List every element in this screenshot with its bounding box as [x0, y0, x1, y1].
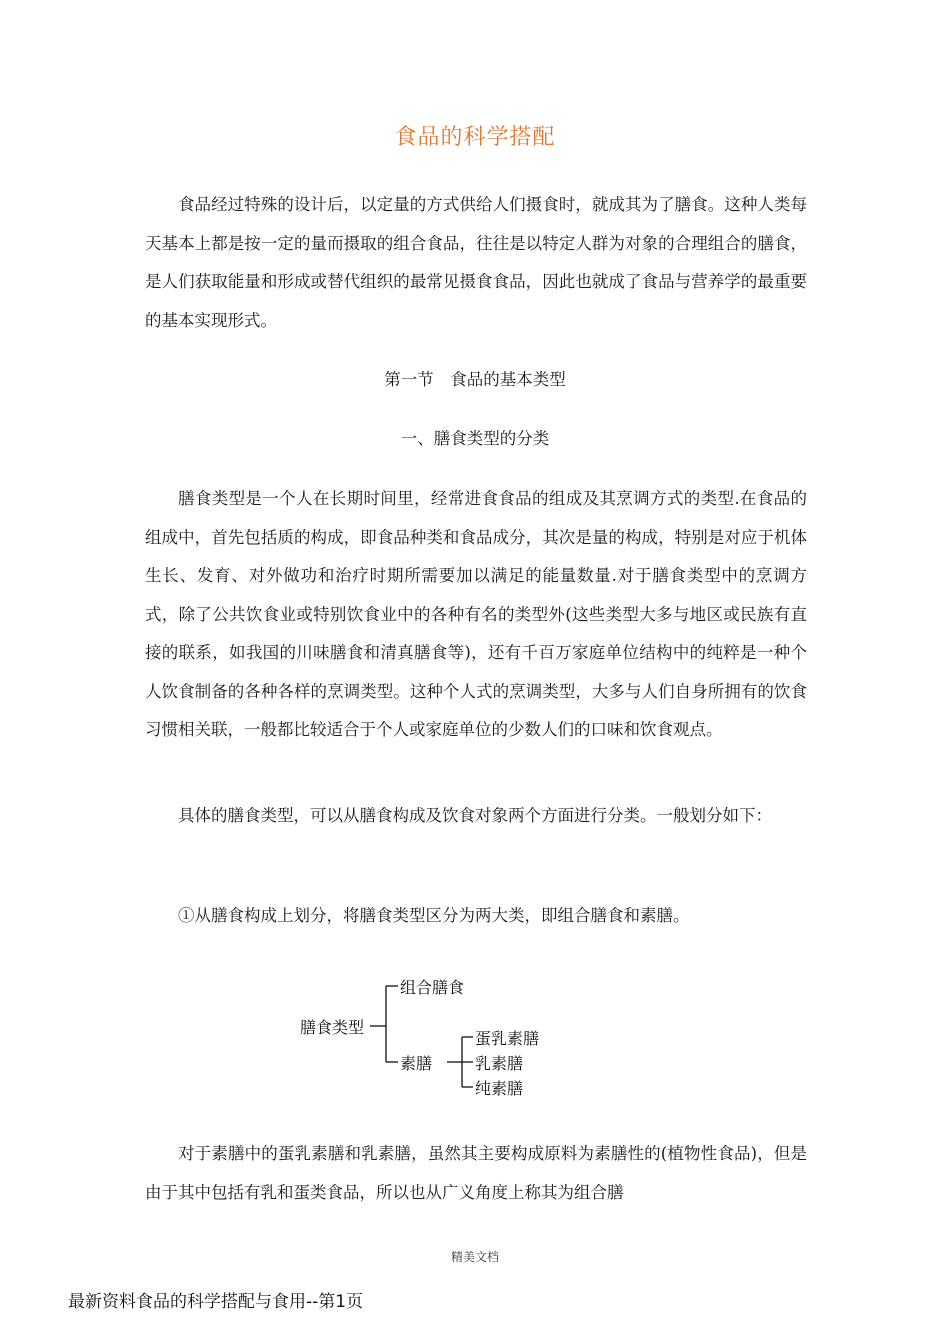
- document-title: 食品的科学搭配: [394, 125, 556, 150]
- diagram-leaf-milk: 乳素膳: [475, 1054, 524, 1073]
- diagram-leaf-egg-milk: 蛋乳素膳: [475, 1029, 540, 1048]
- diagram-leaf-pure: 纯素膳: [475, 1079, 524, 1098]
- diagram-root-label: 膳食类型: [300, 1018, 365, 1037]
- footer-page-label: 最新资料食品的科学搭配与食用--第1页: [68, 1292, 364, 1312]
- diet-type-tree-diagram: [290, 965, 590, 1105]
- paragraph-composition: ①从膳食构成上划分，将膳食类型区分为两大类，即组合膳食和素膳。: [178, 906, 690, 925]
- subsection-heading: 一、膳食类型的分类: [400, 429, 550, 448]
- intro-paragraph: 食品经过特殊的设计后，以定量的方式供给人们摄食时，就成其为了膳食。这种人类每天基本上都是按一定的量而摄取的组合食品，往往是以特定人群为对象的合理组合的膳食，是人们获取能量和形成或替代组织的最常见摄食食品，因此也就成了食品与营养学的最重要的基本实现形式。: [145, 195, 807, 330]
- diagram-branch-combined: 组合膳食: [400, 978, 465, 997]
- paragraph-diet-types: 膳食类型是一个人在长期时间里，经常进食食品的组成及其烹调方式的类型.在食品的组成中，首先包括质的构成，即食品种类和食品成分，其次是量的构成，特别是对应于机体生长、发育、对外做功和治疗时期所需要加以满足的能量数量.对于膳食类型中的烹调方式，除了公共饮食业或特别饮食业中的各种有名的类型外(这些类型大多与地区或民族有直接的联系，如我国的川味膳食和清真膳食等)，还有千百万家庭单位结构中的纯粹是一种个人饮食制备的各种各样的烹调类型。这种个人式的烹调类型，大多与人们自身所拥有的饮食习惯相关联，一般都比较适合于个人或家庭单位的少数人们的口味和饮食观点。: [145, 489, 807, 739]
- footer-watermark: 精美文档: [450, 1250, 499, 1264]
- section-heading: 第一节 食品的基本类型: [384, 370, 566, 389]
- paragraph-classification: 具体的膳食类型，可以从膳食构成及饮食对象两个方面进行分类。一般划分如下：: [178, 806, 772, 825]
- paragraph-vegetarian-note: 对于素膳中的蛋乳素膳和乳素膳，虽然其主要构成原料为素膳性的(植物性食品)，但是由于其中包括有乳和蛋类食品，所以也从广义角度上称其为组合膳: [145, 1144, 807, 1202]
- diagram-branch-vegetarian: 素膳: [400, 1054, 433, 1073]
